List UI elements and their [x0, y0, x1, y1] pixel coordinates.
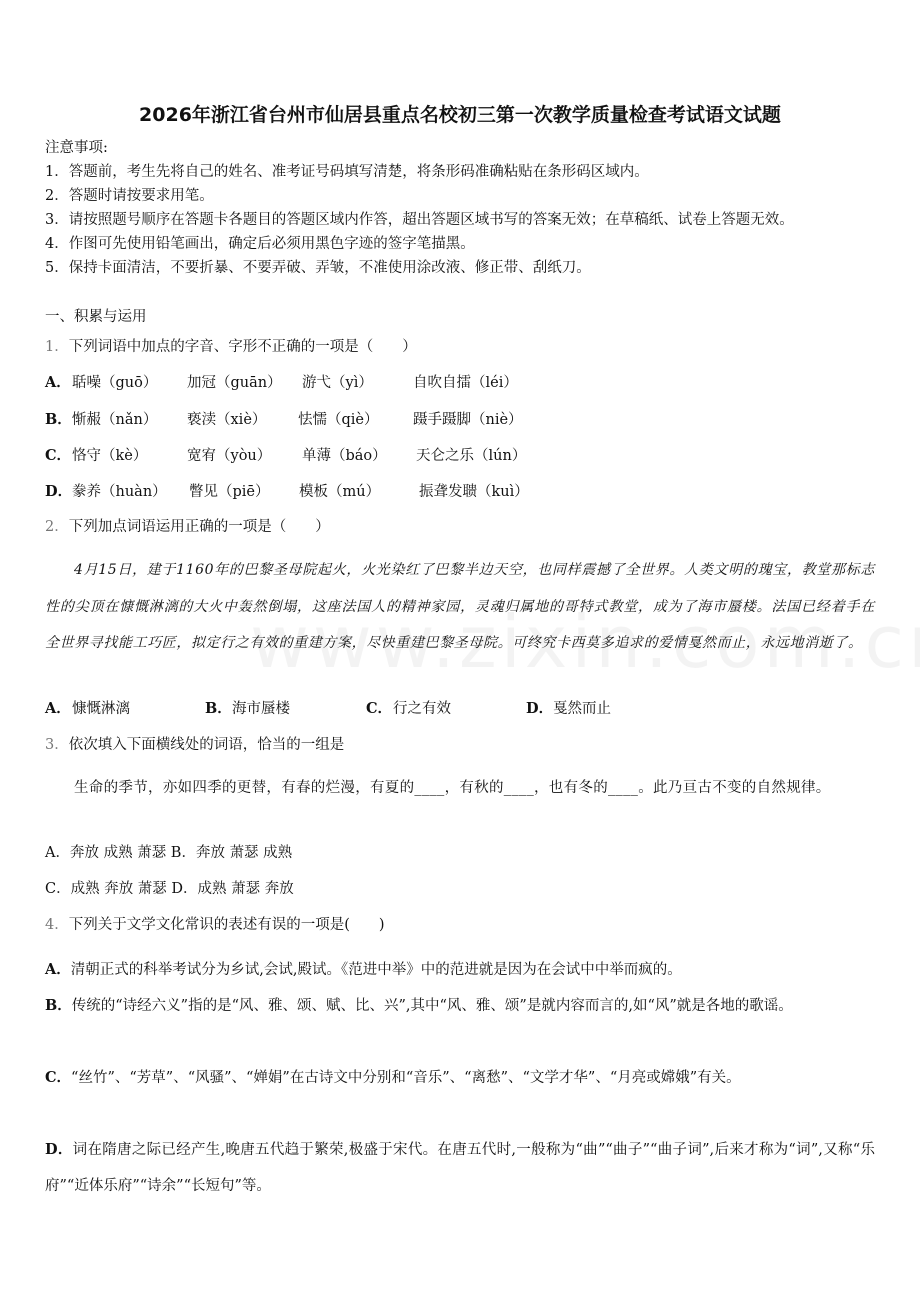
question-2-stem: [45, 517, 330, 537]
option-item: 单薄（báo）: [302, 448, 387, 464]
option-item: 游弋（yì）: [302, 375, 373, 391]
notice-item: 1．答题前，考生先将自己的姓名、准考证号码填写清楚，将条形码准确粘贴在条形码区域内。: [45, 164, 649, 180]
question-text: 下列加点词语运用正确的一项是（ ）: [68, 519, 330, 535]
option-label: C．: [45, 1069, 72, 1086]
option-text: 海市蜃楼: [232, 701, 290, 717]
question-1-stem: [45, 337, 417, 357]
option-item: 豢养（huàn）: [72, 484, 167, 500]
option-item: 惭赧（nǎn）: [72, 412, 158, 428]
option-item: 瞥见（piē）: [189, 484, 270, 500]
option-item: 自吹自擂（léi）: [413, 375, 518, 391]
option-text: 清朝正式的科举考试分为乡试,会试,殿试。《范进中举》中的范进就是因为在会试中中举而疯的。: [70, 962, 682, 978]
section-heading: 一、积累与运用: [45, 309, 147, 325]
notice-item: 3．请按照题号顺序在答题卡各题目的答题区域内作答，超出答题区域书写的答案无效；在草稿纸、试卷上答题无效。: [45, 212, 794, 228]
option-item: 蹑手蹑脚（niè）: [413, 412, 523, 428]
question-number: 2．: [45, 519, 69, 535]
notice-item: 2．答题时请按要求用笔。: [45, 188, 214, 204]
option-label: D．: [45, 483, 73, 500]
option-label: A．: [45, 374, 71, 391]
option-item: 恪守（kè）: [72, 448, 148, 464]
option-item: 聒噪（guō）: [72, 375, 158, 391]
option-item: 亵渎（xiè）: [187, 412, 267, 428]
question-text: 下列关于文学文化常识的表述有误的一项是( ): [68, 917, 385, 933]
option-text: 行之有效: [393, 701, 451, 717]
question-text: 依次填入下面横线处的词语，恰当的一组是: [68, 737, 345, 753]
q3-options-line-1[interactable]: A．奔放 成熟 萧瑟 B．奔放 萧瑟 成熟: [45, 845, 293, 861]
option-label: D．: [526, 700, 554, 717]
option-label: D．: [45, 1141, 73, 1158]
question-number: 4．: [45, 917, 69, 933]
notice-heading: 注意事项:: [45, 140, 108, 156]
option-item: 天仑之乐（lún）: [416, 448, 527, 464]
option-text: 词在隋唐之际已经产生,晚唐五代趋于繁荣,极盛于宋代。在唐五代时,一般称为“曲”“曲子”“曲子词”,后来才称为“词”,又称“乐府”“近体乐府”“诗余”“长短句”等。: [45, 1142, 875, 1194]
question-4-stem: [45, 915, 385, 935]
option-item: 模板（mú）: [299, 484, 381, 500]
page-title: 2026年浙江省台州市仙居县重点名校初三第一次教学质量检查考试语文试题: [139, 104, 781, 126]
q4-option-a[interactable]: [45, 952, 875, 988]
option-label: B．: [205, 700, 232, 717]
q3-options-line-2[interactable]: C．成熟 奔放 萧瑟 D．成熟 萧瑟 奔放: [45, 881, 294, 897]
option-item: 振聋发聩（kuì）: [419, 484, 529, 500]
option-label: B．: [45, 997, 72, 1014]
option-text: 戛然而止: [553, 701, 611, 717]
q4-option-b[interactable]: [45, 988, 875, 1024]
question-number: 3．: [45, 737, 69, 753]
question-3-stem: [45, 735, 344, 755]
option-label: A．: [45, 961, 71, 978]
notice-item: 5．保持卡面清洁，不要折暴、不要弄破、弄皱，不准使用涂改液、修正带、刮纸刀。: [45, 260, 591, 276]
option-item: 宽宥（yòu）: [187, 448, 272, 464]
option-label: B．: [45, 411, 72, 428]
option-text: “丝竹”、“芳草”、“风骚”、“婵娟”在古诗文中分别和“音乐”、“离愁”、“文学才华”、“月亮或嫦娥”有关。: [71, 1070, 741, 1086]
question-2-passage: 4月15日，建于1160年的巴黎圣母院起火，火光染红了巴黎半边天空，也同样震撼了全世界。人类文明的瑰宝，教堂那标志性的尖顶在慷慨淋漓的大火中轰然倒塌，这座法国人的精神家园，灵魂归属地的哥特式教堂，成为了海市蜃楼。法国已经着手在全世界寻找能工巧匠，拟定行之有效的重建方案，尽快重建巴黎圣母院。可终究卡西莫多追求的爱情戛然而止，永远地消逝了。: [45, 562, 875, 651]
option-item: 怯懦（qiè）: [298, 412, 379, 428]
q4-option-c[interactable]: [45, 1060, 875, 1096]
option-item: 加冠（guān）: [187, 375, 282, 391]
notice-item: 4．作图可先使用铅笔画出，确定后必须用黑色字迹的签字笔描黑。: [45, 236, 475, 252]
option-label: A．: [45, 700, 71, 717]
option-text: 传统的“诗经六义”指的是“风、雅、颂、赋、比、兴”,其中“风、雅、颂”是就内容而言的,如“风”就是各地的歌谣。: [71, 998, 793, 1014]
question-3-passage: 生命的季节，亦如四季的更替，有春的烂漫，有夏的____，有秋的____，也有冬的____。此乃亘古不变的自然规律。: [74, 780, 831, 796]
question-text: 下列词语中加点的字音、字形不正确的一项是（ ）: [68, 339, 417, 355]
option-label: C．: [366, 700, 393, 717]
option-label: C．: [45, 447, 72, 464]
option-text: 慷慨淋漓: [72, 701, 130, 717]
question-number: 1．: [45, 339, 69, 355]
q4-option-d[interactable]: [45, 1132, 875, 1204]
